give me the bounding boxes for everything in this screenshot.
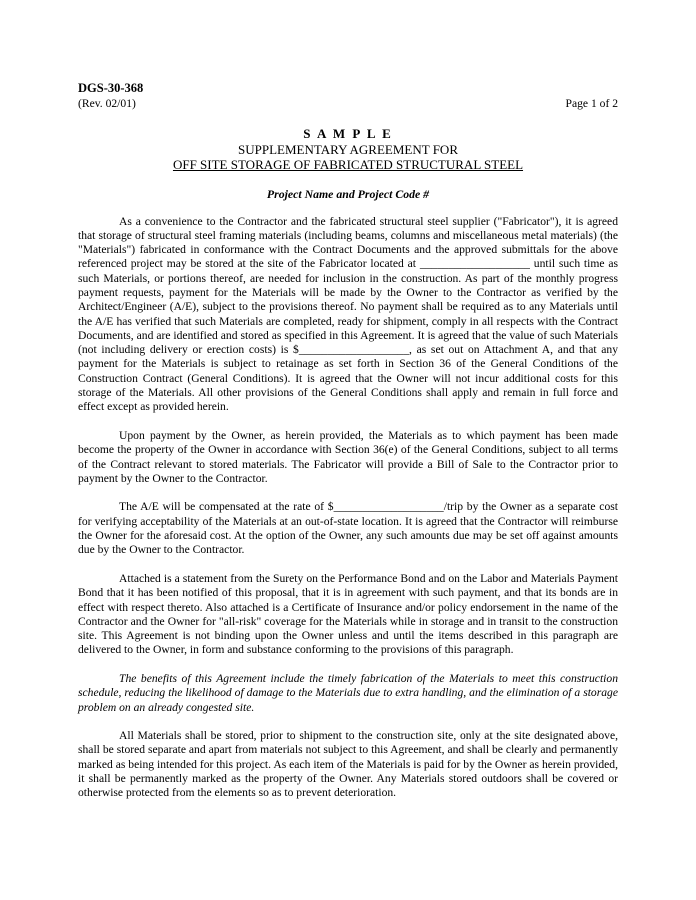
paragraph-ownership: Upon payment by the Owner, as herein provided, the Materials as to which payment has been made become the property of the Owner in accordance with Section 36(e) of the General Conditions, subject to all terms of the Contract relevant to stored materials. The Fabricator will provide a Bill of Sale to the Contractor prior to payment by the Owner to the Contractor. [78, 428, 618, 485]
paragraph-surety-statement: Attached is a statement from the Surety on the Performance Bond and on the Labor and Materials Payment Bond that it has been notified of this proposal, that it is in agreement with such payment, and that its bonds are in effect with respect thereto. Also attached is a Certificate of Insurance and/or policy endorsement in the name of the Contractor and the Owner for "all-risk" coverage for the Materials while in storage and in transit to the construction site. This Agreement is not binding upon the Owner unless and until the items described in this paragraph are delivered to the Owner, in form and substance conforming to the provisions of this paragraph. [78, 571, 618, 657]
title-line-storage: OFF SITE STORAGE OF FABRICATED STRUCTURAL STEEL [172, 157, 524, 172]
page-number: Page 1 of 2 [565, 97, 618, 110]
doc-number: DGS-30-368 [78, 81, 144, 95]
project-name-line: Project Name and Project Code # [266, 186, 430, 201]
header-meta-row [78, 96, 618, 111]
document-content [78, 80, 618, 815]
sample-heading: S A M P L E [303, 126, 393, 141]
paragraph-ae-compensation: The A/E will be compensated at the rate of $___________________/trip by the Owner as a separate cost for verifying acceptability of the Materials at an out-of-state location. It is agreed that the Contractor will reimburse the Owner for the aforesaid cost. At the option of the Owner, any such amounts due may be set off against amounts due by the Owner to the Contractor. [78, 500, 618, 557]
title-line-agreement: SUPPLEMENTARY AGREEMENT FOR [238, 141, 458, 157]
paragraph-benefits: The benefits of this Agreement include the timely fabrication of the Materials to meet this construction schedule, reducing the likelihood of damage to the Materials due to extra handling, and the elimination of a storage problem on an already congested site. [78, 672, 618, 714]
doc-revision: (Rev. 02/01) [78, 97, 136, 110]
paragraph-storage-terms: As a convenience to the Contractor and the fabricated structural steel supplier ("Fabricator"), it is agreed that storage of structural steel framing materials (including beams, columns and miscellaneous metal materials) (the "Materials") fabricated in conformance with the Contract Documents and the approved submittals for the above referenced project may be stored at the site of the Fabricator located at ___________________ until such time as such Materials, or portions thereof, are needed for inclusion in the construction. As part of the monthly progress payment requests, payment for the Materials will be made by the Owner to the Contractor as verified by the Architect/Engineer (A/E), subject to the provisions thereof. No payment shall be required as to any Materials until the A/E has verified that such Materials are completed, ready for shipment, comply in all respects with the Contract Documents, and are identified and stored as specified in this Agreement. It is agreed that the value of such Materials (not including delivery or erection costs) is $___________________, as set out on Attachment A, and that any payment for the Materials is subject to retainage as set forth in Section 36 of the General Conditions of the Construction Contract (General Conditions). It is agreed that the Owner will not incur additional costs for this storage of the Materials. All other provisions of the General Conditions shall apply and remain in full force and effect except as provided herein. [78, 214, 618, 414]
paragraph-storage-requirements: All Materials shall be stored, prior to shipment to the construction site, only at the site designated above, shall be stored separate and apart from materials not subject to this Agreement, and shall be clearly and permanently marked as being intended for this project. As each item of the Materials is paid for by the Owner as herein provided, it shall be permanently marked as the property of the Owner. Any Materials stored outdoors shall be covered or otherwise protected from the elements so as to prevent deterioration. [78, 729, 618, 800]
title-block [78, 126, 618, 173]
document-body [78, 215, 618, 801]
